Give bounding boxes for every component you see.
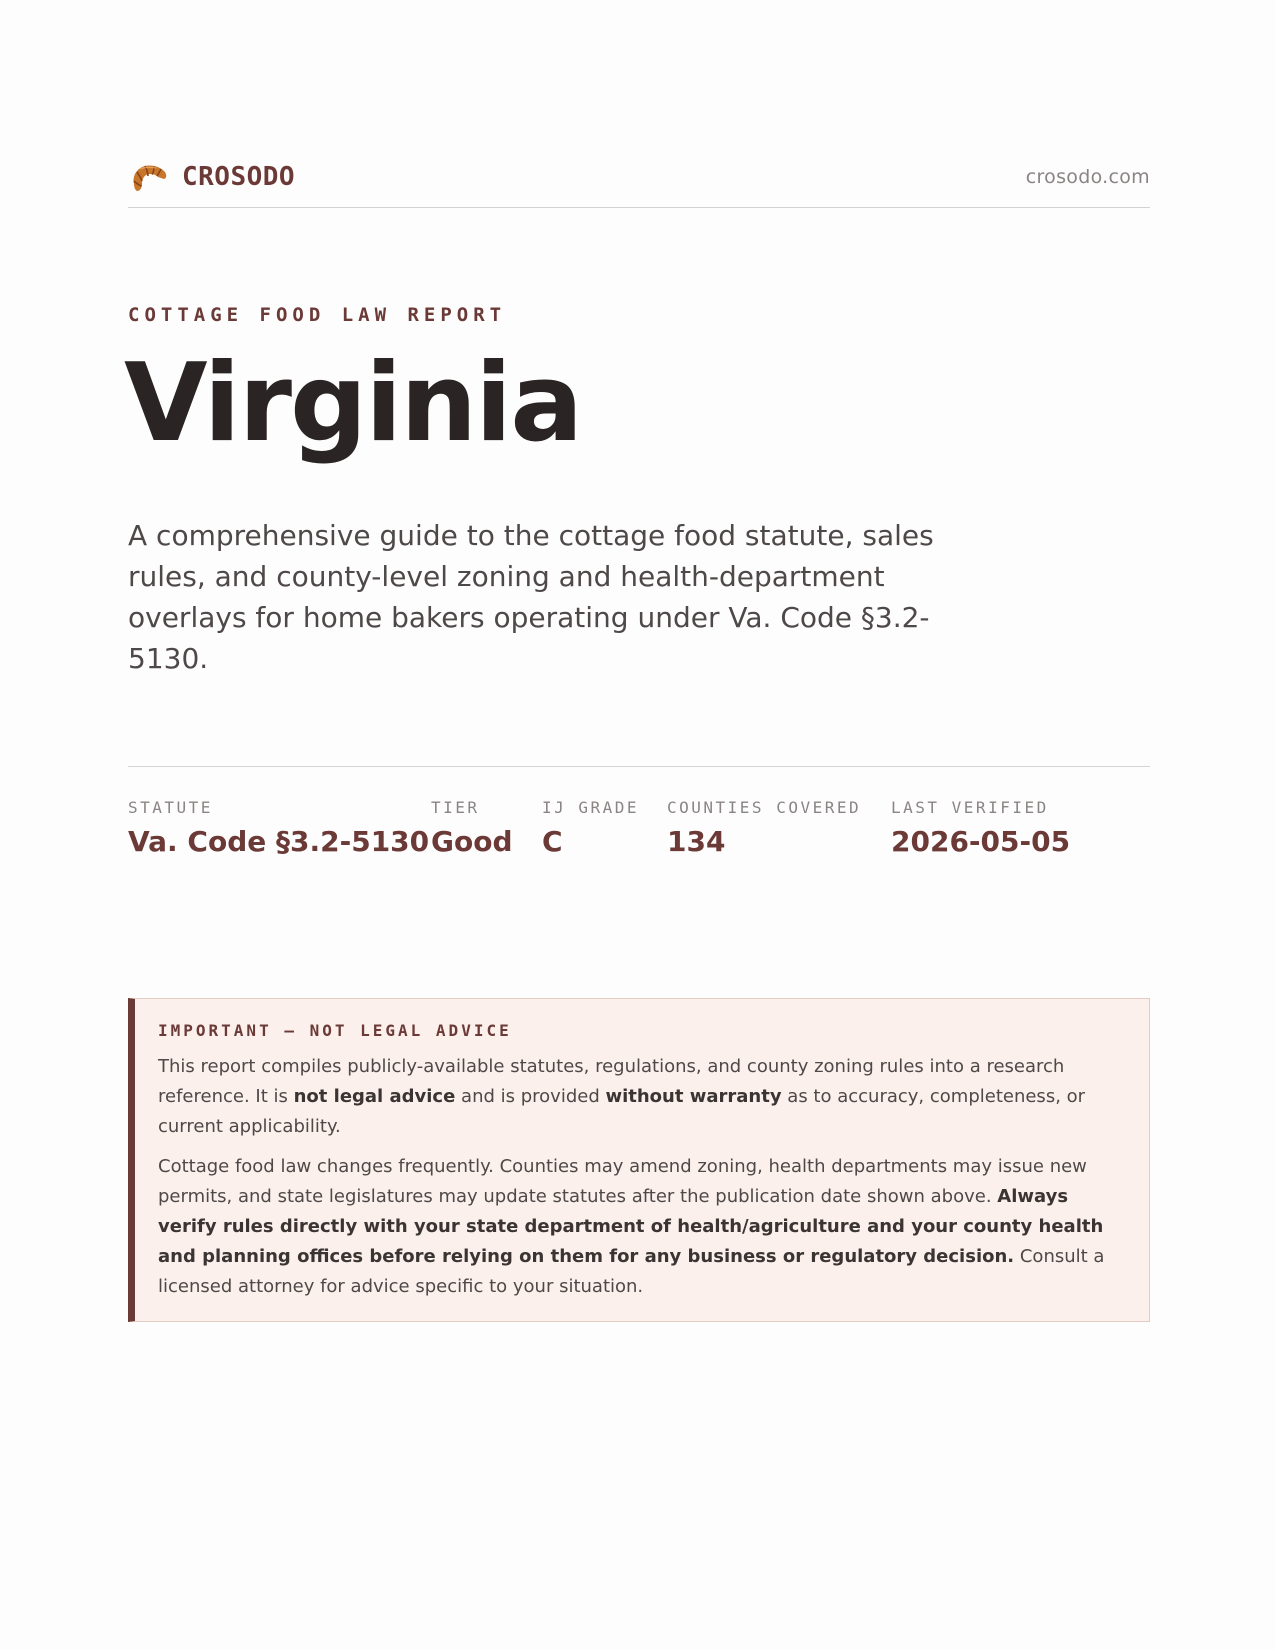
notice-paragraph-2 — [158, 1152, 1125, 1302]
notice-p1-not-legal-advice: not legal advice — [293, 1086, 456, 1107]
stat-verified-value: 2026-05-05 — [891, 825, 1071, 858]
page-subtitle: A comprehensive guide to the cottage food statute, sales rules, and county-level zoning and health-department overlays for home bakers operating under Va. Code §3.2-5130. — [128, 519, 934, 675]
stat-statute-label: STATUTE — [128, 798, 213, 817]
notice-p2-text-a: Cottage food law changes frequently. Counties may amend zoning, health departments may issue new permits, and state legislatures may update statutes after the publication date shown above. — [158, 1156, 1087, 1207]
notice-paragraph-1 — [158, 1052, 1125, 1142]
stat-counties-label: COUNTIES COVERED — [667, 798, 862, 817]
site-url-link[interactable]: crosodo.com — [1025, 166, 1150, 188]
stat-counties-value: 134 — [667, 825, 726, 858]
brand-name: CROSODO — [182, 162, 296, 192]
stat-last-verified — [891, 798, 1070, 858]
stat-ij-grade — [542, 798, 639, 858]
stats-divider — [128, 766, 1150, 767]
stat-tier-value: Good — [431, 825, 513, 858]
report-eyebrow: COTTAGE FOOD LAW REPORT — [128, 304, 507, 326]
stat-ij-grade-value: C — [542, 825, 563, 858]
notice-title: IMPORTANT — NOT LEGAL ADVICE — [158, 1021, 512, 1040]
legal-disclaimer-notice — [128, 998, 1150, 1322]
notice-p1-text-c: and is provided — [455, 1086, 606, 1107]
notice-p2-text-c: Consult a licensed attorney for advice specific to your situation. — [158, 1246, 1105, 1297]
stat-tier — [431, 798, 513, 858]
stat-ij-grade-label: IJ GRADE — [542, 798, 640, 817]
stat-counties-covered — [667, 798, 861, 858]
croissant-icon — [128, 158, 170, 196]
stat-statute — [128, 798, 429, 858]
notice-p1-text-a: This report compiles publicly-available statutes, regulations, and county zoning rules into a research reference. It is — [158, 1056, 1065, 1107]
stats-row — [128, 798, 1150, 868]
page-title: Virginia — [124, 341, 582, 466]
stat-tier-label: TIER — [431, 798, 480, 817]
notice-p1-text-e: as to accuracy, completeness, or current applicability. — [158, 1086, 1086, 1137]
notice-p1-without-warranty: without warranty — [605, 1086, 782, 1107]
brand[interactable] — [128, 158, 295, 196]
notice-p2-verify-rules: Always verify rules directly with your state department of health/agriculture and your county health and planning offices before relying on them for any business or regulatory decision. — [158, 1186, 1104, 1267]
page-header — [128, 158, 1150, 208]
stat-verified-label: LAST VERIFIED — [891, 798, 1049, 817]
stat-statute-value: Va. Code §3.2-5130 — [128, 825, 430, 858]
